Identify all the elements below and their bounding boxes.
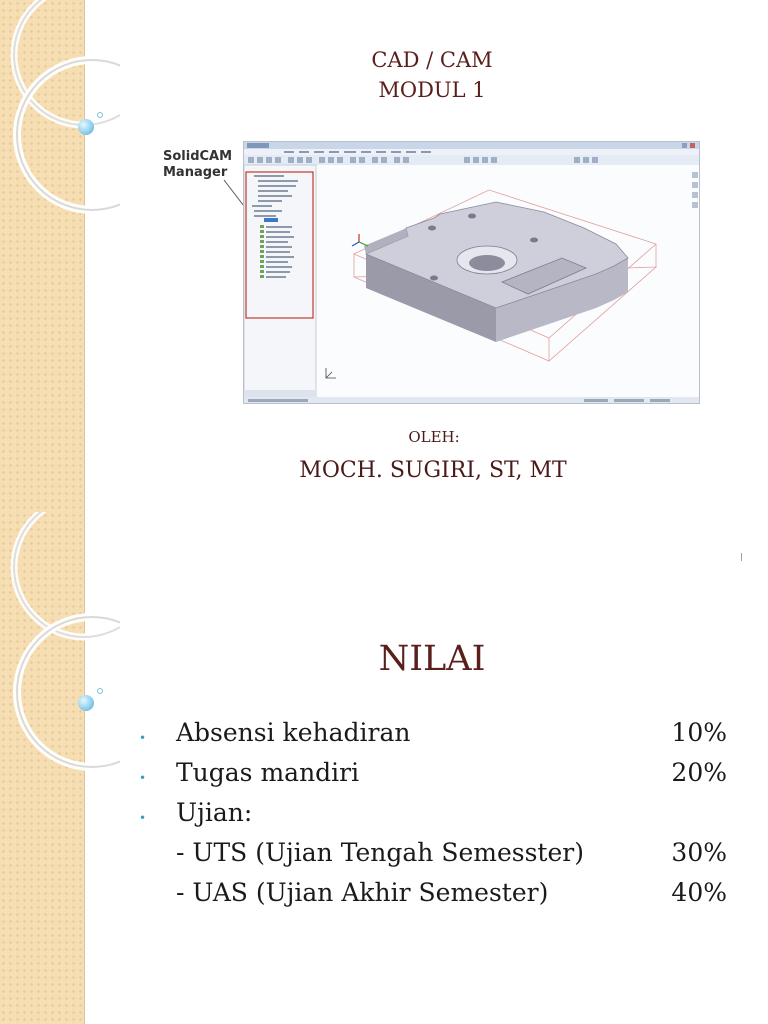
callout-line2: Manager — [163, 165, 228, 180]
slide-title-line2: MODUL 1 — [378, 78, 486, 102]
list-item — [0, 798, 768, 838]
item-percent: 20% — [671, 758, 727, 787]
decorative-bead — [78, 119, 94, 135]
item-label: - UAS (Ujian Akhir Semester) — [176, 878, 549, 907]
decorative-bead — [78, 695, 94, 711]
item-label: Absensi kehadiran — [176, 718, 411, 747]
divider-mark — [741, 553, 742, 561]
cad-window-graphic — [244, 142, 700, 404]
author-prefix: OLEH: — [408, 428, 460, 446]
bullet-icon: • — [139, 811, 147, 825]
decorative-bead-small — [97, 688, 103, 694]
item-percent: 40% — [671, 878, 727, 907]
decorative-bead-small — [97, 112, 103, 118]
list-item — [0, 718, 768, 758]
list-item — [0, 758, 768, 798]
bullet-icon: • — [139, 771, 147, 785]
callout-line1: SolidCAM — [163, 149, 233, 164]
slide-title-line1: CAD / CAM — [371, 48, 493, 72]
list-item — [0, 838, 768, 878]
author-name: MOCH. SUGIRI, ST, MT — [299, 458, 567, 483]
item-label: Ujian: — [176, 798, 253, 827]
slide-heading: NILAI — [378, 639, 486, 679]
item-label: - UTS (Ujian Tengah Semesster) — [176, 838, 584, 867]
item-percent: 30% — [671, 838, 727, 867]
list-item — [0, 878, 768, 918]
solidcam-screenshot — [243, 141, 700, 404]
item-percent: 10% — [671, 718, 727, 747]
item-label: Tugas mandiri — [176, 758, 360, 787]
slide-grading — [0, 512, 768, 1024]
figure-callout-label — [163, 149, 253, 181]
bullet-icon: • — [139, 731, 147, 745]
